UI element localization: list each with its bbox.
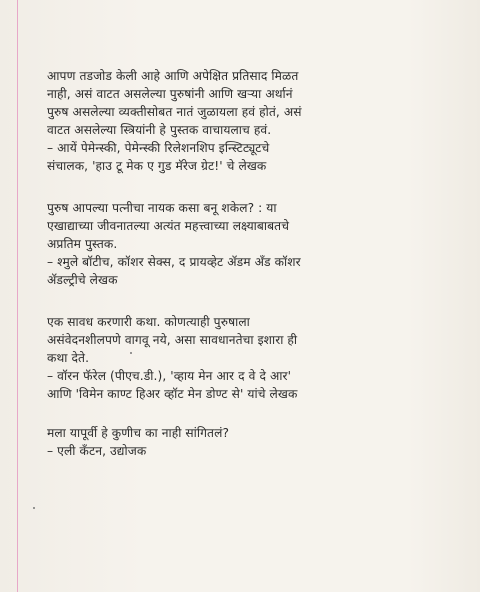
endorsement-attribution: – एली कॅंटन, उद्योजक bbox=[47, 444, 147, 458]
endorsement-line: नाही, असं वाटत असलेल्या पुरुषांनी आणि खऱ्या अर्थानं bbox=[47, 87, 293, 101]
endorsement-attribution: – आयें पेमेन्स्की, पेमेन्स्की रिलेशनशिप इन्स्टिट्यूटचे bbox=[47, 141, 270, 155]
page-margin-line bbox=[17, 0, 18, 592]
endorsement-attribution: आणि 'विमेन काण्ट हिअर व्हॉट मेन डोण्ट से' यांचे लेखक bbox=[47, 387, 298, 401]
endorsement-line: कथा देते. bbox=[47, 351, 90, 365]
endorsement-attribution: – वॉरन फॅरेल (पीएच.डी.), 'व्हाय मेन आर द वे दे आर' bbox=[47, 369, 292, 383]
endorsement-line: आपण तडजोड केली आहे आणि अपेक्षित प्रतिसाद मिळत bbox=[47, 69, 299, 83]
endorsement-line: असंवेदनशीलपणे वागवू नये, असा सावधानतेचा इशारा ही bbox=[47, 333, 298, 347]
endorsement-line: एक सावध करणारी कथा. कोणत्याही पुरुषाला bbox=[47, 315, 250, 329]
endorsement-2 bbox=[47, 199, 467, 289]
print-speck bbox=[33, 507, 35, 509]
endorsement-line: वाटत असलेल्या स्त्रियांनी हे पुस्तक वाचायलाच हवं. bbox=[47, 123, 272, 137]
endorsement-3 bbox=[47, 313, 467, 403]
endorsement-attribution: – श्मुले बॉटीच, कॉशर सेक्स, द प्रायव्हेट ॲडम ॲंड कॉशर bbox=[47, 255, 301, 269]
print-speck bbox=[130, 352, 132, 354]
endorsement-line: मला यापूर्वी हे कुणीच का नाही सांगितलं? bbox=[47, 426, 230, 440]
endorsement-line: अप्रतिम पुस्तक. bbox=[47, 237, 118, 251]
endorsement-line: पुरुष असलेल्या व्यक्तीसोबत नातं जुळायला हवं होतं, असं bbox=[47, 105, 302, 119]
endorsement-line: एखाद्याच्या जीवनातल्या अत्यंत महत्त्वाच्या लक्ष्याबाबतचे bbox=[47, 219, 290, 233]
endorsement-4 bbox=[47, 424, 467, 460]
endorsement-line: पुरुष आपल्या पत्नीचा नायक कसा बनू शकेल? : या bbox=[47, 201, 277, 215]
endorsement-1 bbox=[47, 67, 467, 175]
endorsement-attribution: ॲडल्ट्रीचे लेखक bbox=[47, 273, 118, 287]
endorsement-attribution: संचालक, 'हाउ टू मेक ए गुड मॅरेज ग्रेट!' चे लेखक bbox=[47, 159, 267, 173]
